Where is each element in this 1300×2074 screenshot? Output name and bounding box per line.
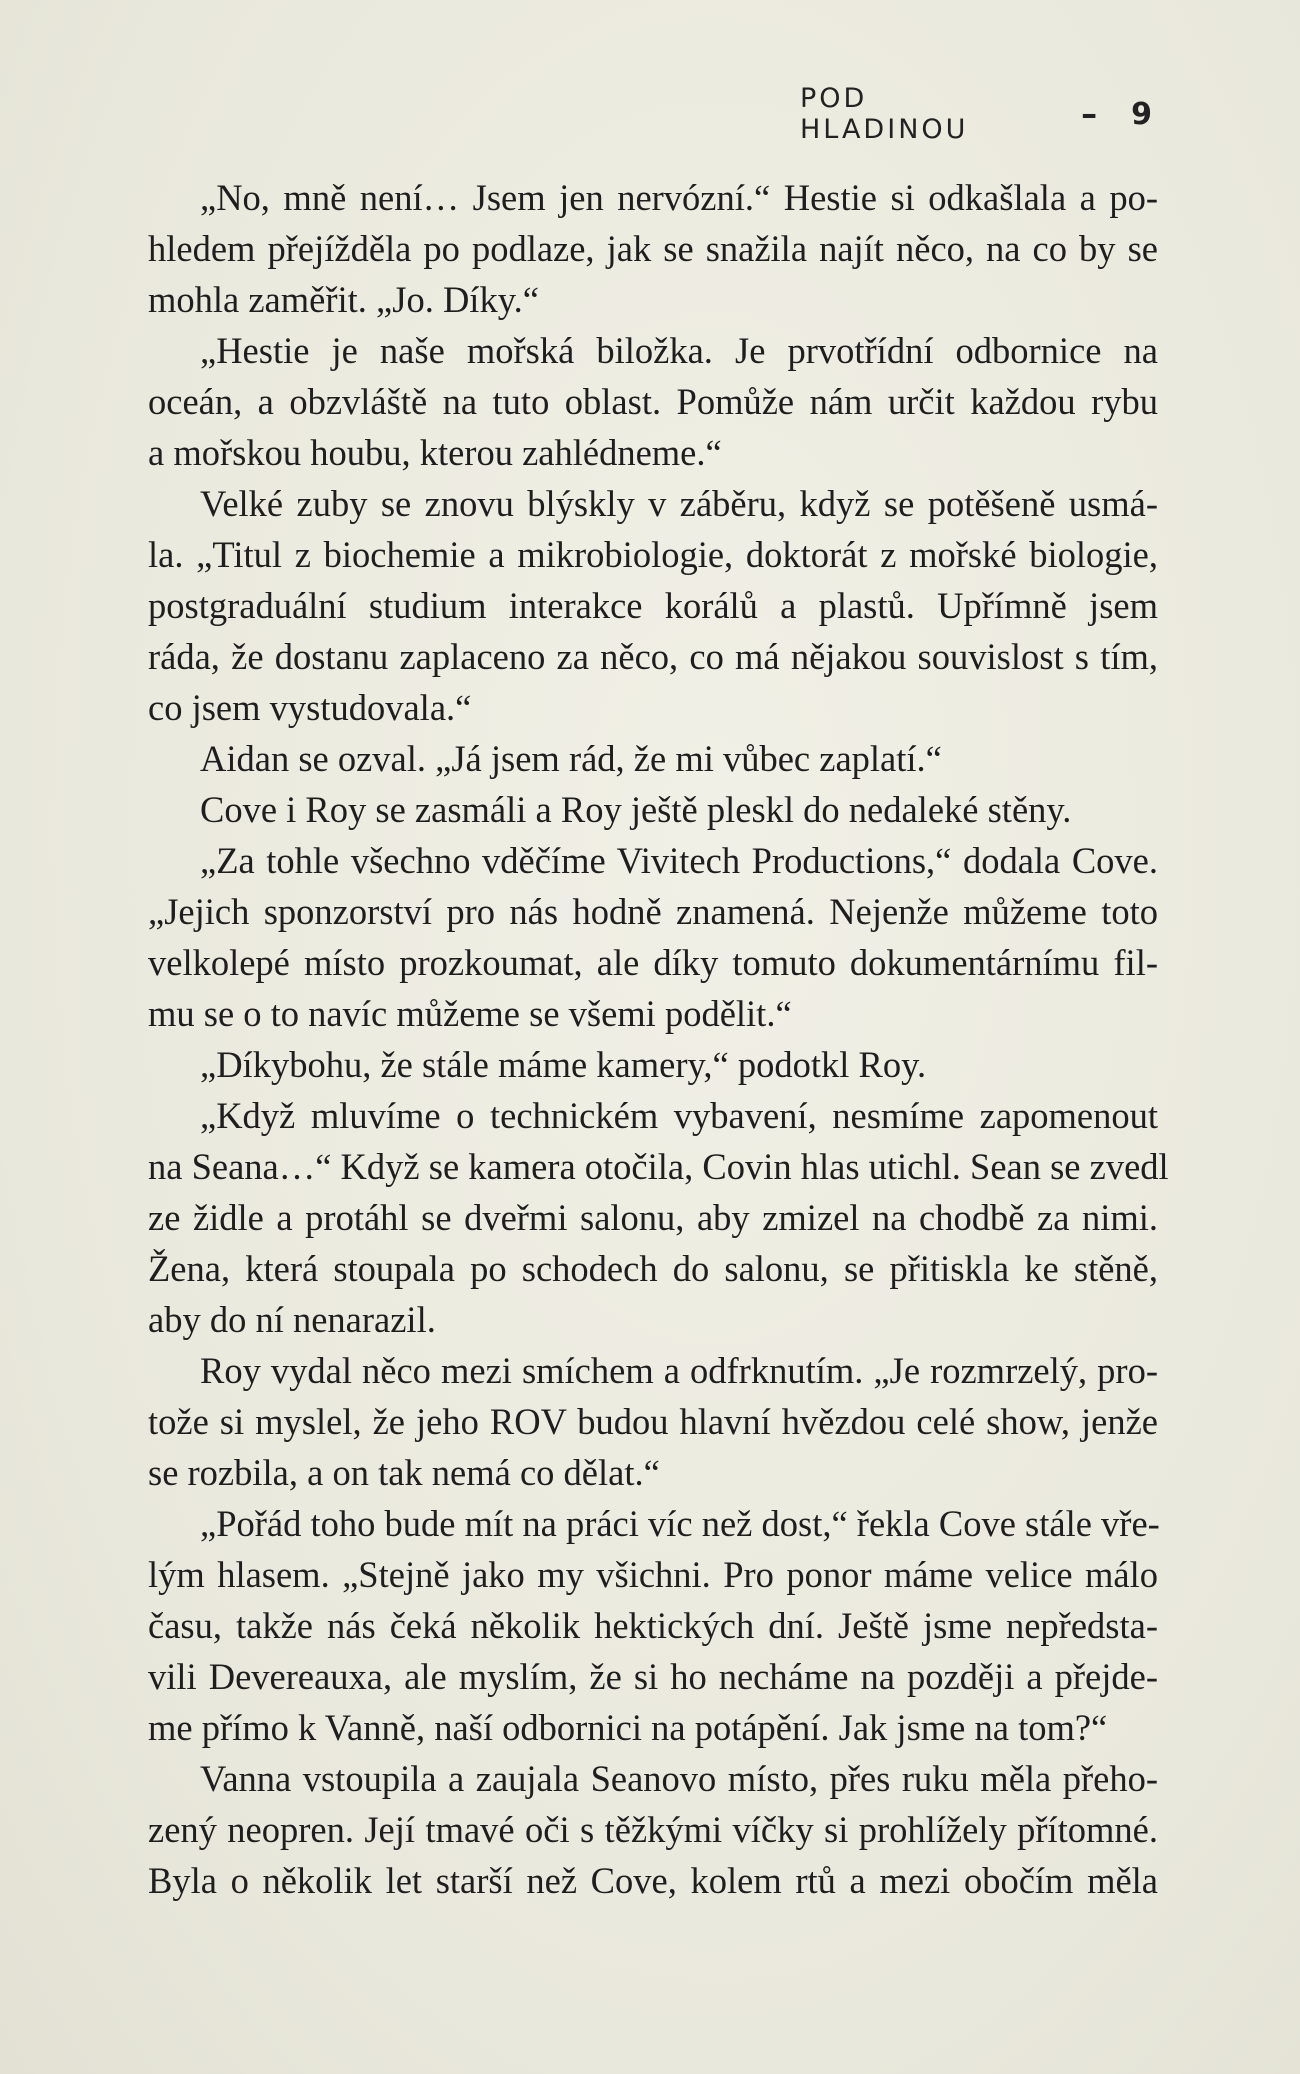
page-number: 9: [1131, 96, 1152, 132]
text-line: ze židle a protáhl se dveřmi salonu, aby zmizel na chodbě za nimi.: [148, 1197, 1158, 1238]
text-line: postgraduální studium interakce korálů a plastů. Upřímně jsem: [148, 585, 1158, 626]
text-line: velkolepé místo prozkoumat, ale díky tomuto dokumentárnímu fil-: [148, 942, 1158, 983]
text-line: „No, mně není… Jsem jen nervózní.“ Hestie si odkašlala a po-: [200, 177, 1158, 218]
text-line: Velké zuby se znovu blýskly v záběru, když se potěšeně usmá-: [200, 483, 1158, 524]
text-line: „Díkybohu, že stále máme kamery,“ podotkl Roy.: [200, 1044, 927, 1085]
text-line: mohla zaměřit. „Jo. Díky.“: [148, 279, 539, 320]
text-line: „Když mluvíme o technickém vybavení, nesmíme zapomenout: [200, 1095, 1158, 1136]
text-line: času, takže nás čeká několik hektických dní. Ještě jsme nepředsta-: [148, 1605, 1158, 1646]
running-header: [800, 83, 1152, 145]
text-line: me přímo k Vanně, naší odbornici na potápění. Jak jsme na tom?“: [148, 1707, 1108, 1748]
text-line: co jsem vystudovala.“: [148, 687, 472, 728]
text-line: hledem přejížděla po podlaze, jak se snažila najít něco, na co by se: [148, 228, 1158, 269]
header-dash: –: [1081, 95, 1098, 133]
text-line: „Pořád toho bude mít na práci víc než dost,“ řekla Cove stále vře-: [200, 1503, 1160, 1544]
text-line: Byla o několik let starší než Cove, kolem rtů a mezi obočím měla: [148, 1860, 1158, 1901]
text-line: oceán, a obzvláště na tuto oblast. Pomůže nám určit každou rybu: [148, 381, 1158, 422]
text-line: na Seana…“ Když se kamera otočila, Covin hlas utichl. Sean se zvedl: [148, 1146, 1169, 1187]
text-line: aby do ní nenarazil.: [148, 1299, 436, 1340]
text-line: tože si myslel, že jeho ROV budou hlavní hvězdou celé show, jenže: [148, 1401, 1158, 1442]
text-line: Žena, která stoupala po schodech do salonu, se přitiskla ke stěně,: [148, 1248, 1158, 1289]
text-line: Aidan se ozval. „Já jsem rád, že mi vůbec zaplatí.“: [200, 738, 942, 779]
text-line: „Hestie je naše mořská biložka. Je prvotřídní odbornice na: [200, 330, 1158, 371]
text-line: Roy vydal něco mezi smíchem a odfrknutím. „Je rozmrzelý, pro-: [200, 1350, 1158, 1391]
text-line: lým hlasem. „Stejně jako my všichni. Pro ponor máme velice málo: [148, 1554, 1158, 1595]
text-line: mu se o to navíc můžeme se všemi podělit.“: [148, 993, 792, 1034]
running-title: POD HLADINOU: [800, 83, 969, 145]
text-line: Vanna vstoupila a zaujala Seanovo místo, přes ruku měla přeho-: [200, 1758, 1158, 1799]
text-line: se rozbila, a on tak nemá co dělat.“: [148, 1452, 660, 1493]
text-line: Cove i Roy se zasmáli a Roy ještě pleskl do nedaleké stěny.: [200, 789, 1072, 830]
body-text: [148, 172, 1169, 1906]
text-line: vili Devereauxa, ale myslím, že si ho necháme na později a přejde-: [148, 1656, 1158, 1697]
text-line: a mořskou houbu, kterou zahlédneme.“: [148, 432, 722, 473]
text-line: „Za tohle všechno vděčíme Vivitech Productions,“ dodala Cove.: [200, 840, 1158, 881]
text-line: la. „Titul z biochemie a mikrobiologie, doktorát z mořské biologie,: [148, 534, 1158, 575]
text-line: ráda, že dostanu zaplaceno za něco, co má nějakou souvislost s tím,: [148, 636, 1158, 677]
text-line: zený neopren. Její tmavé oči s těžkými víčky si prohlížely přítomné.: [148, 1809, 1158, 1850]
text-line: „Jejich sponzorství pro nás hodně znamená. Nejenže můžeme toto: [148, 891, 1158, 932]
